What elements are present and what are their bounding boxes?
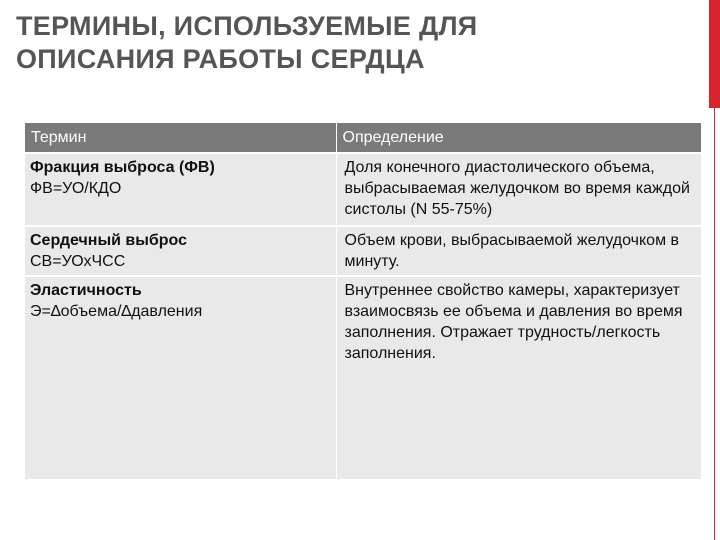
term-name: Сердечный выброс <box>30 232 187 249</box>
column-header-definition: Определение <box>336 123 701 153</box>
slide-title <box>16 10 656 76</box>
table-row <box>25 226 701 276</box>
table-row <box>25 153 701 226</box>
slide-title-line-1: ТЕРМИНЫ, ИСПОЛЬЗУЕМЫЕ ДЛЯ <box>16 11 478 41</box>
term-cell <box>25 153 336 226</box>
accent-line <box>714 108 715 540</box>
term-name: Фракция выброса (ФВ) <box>30 159 215 176</box>
terms-table <box>25 123 702 479</box>
slide-title-line-2: ОПИСАНИЯ РАБОТЫ СЕРДЦА <box>16 44 425 74</box>
term-formula: ФВ=УО/КДО <box>30 180 122 197</box>
accent-bar <box>709 0 720 108</box>
term-name: Эластичность <box>30 282 142 299</box>
definition-cell: Объем крови, выбрасываемой желудочком в минуту. <box>336 226 701 276</box>
term-cell <box>25 276 336 479</box>
term-formula: Э=∆объема/∆давления <box>30 303 203 320</box>
definition-cell: Доля конечного диастолического объема, выбрасываемая желудочком во время каждой систолы (N 55-75%) <box>336 153 701 226</box>
column-header-term: Термин <box>25 123 336 153</box>
definition-cell: Внутреннее свойство камеры, характеризует взаимосвязь ее объема и давления во время заполнения. Отражает трудность/легкость заполнения. <box>336 276 701 479</box>
term-formula: СВ=УОхЧСС <box>30 253 126 270</box>
term-cell <box>25 226 336 276</box>
table-row <box>25 276 701 479</box>
table-header-row <box>25 123 701 153</box>
